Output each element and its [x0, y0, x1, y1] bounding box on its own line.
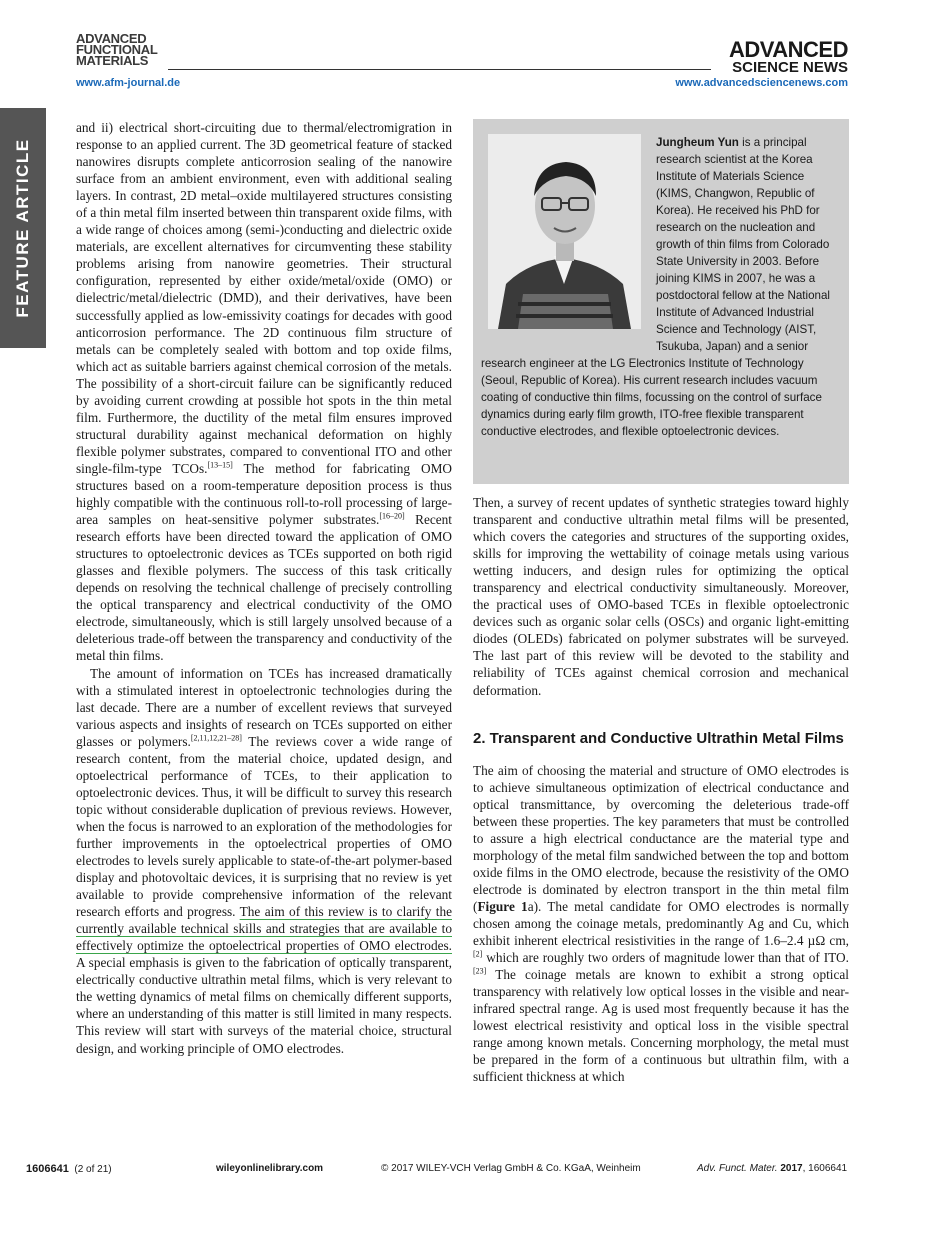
publisher-logo-line: ADVANCED	[728, 37, 848, 62]
text-run: The coinage metals are known to exhibit a strong optical transparency with relatively low optical losses in the visible and near-infrared spectral range. Ag is used most frequently because it has the lowest electrical resistivity and optical loss in the visible spectral range among known metals. Concerning morphology, the metal must be prepared in the form of a continuous but ultrathin film, with a sufficient thickness at which	[473, 967, 849, 1085]
citation-link[interactable]: [23]	[473, 966, 487, 976]
footer-site-link[interactable]: wileyonlinelibrary.com	[216, 1163, 324, 1174]
publisher-url-link[interactable]: www.advancedsciencenews.com	[675, 77, 848, 89]
text-run: and ii) electrical short-circuiting due to thermal/electromigration in response to an applied current. The 3D geometrical feature of stacked nanowires disrupts complete anticorrosion sealing of the nanowire surface from an ambient environment, even with additional sealing layers. In contrast, 2D metal–oxide multilayered structures consisting of a thin metal film inserted between thin transparent oxide films, with a wide range of choices among (semi-)conducting and dielectric oxide materials, are excellent alternatives for circumventing these stability problems arising from nanowire geometries. Their structural configuration, represented by either oxide/metal/oxide (OMO) or dielectric/metal/dielectric (DMD), and their derivatives, have been successfully applied as low-emissivity coatings for decades with good anticorrosion performance. The 2D continuous film structure of metals can be completely sealed with bottom and top oxide films, which act as suitable barriers against chemical corrosion of the metals. The possibility of a short-circuit failure can be significantly reduced by avoiding current crowding at possible hot spots in the thin metal film. Furthermore, the ductility of the metal film ensures improved structural durability against mechanical deformation on highly flexible polymer substrates, compared to conventional ITO and other single-film-type TCOs.	[76, 120, 452, 476]
paragraph: Then, a survey of recent updates of synthetic strategies toward highly transparent and conductive ultrathin metal films will be presented, which covers the categories and structures of the supporting oxides, skills for improving the wettability of coinage metals using various wetting inducers, and design rules for optimizing the optical transparency and electrical conductivity simultaneously. Moreover, the practical uses of OMO-based TCEs in flexible optoelectronic devices such as organic solar cells (OSCs) and organic light-emitting diodes (OLEDs) fabricated on polymer substrates will be surveyed. The last part of this review will be devoted to the stability and reliability of TCEs against chemical corrosion and mechanical deformation.	[473, 495, 849, 698]
citation-year: 2017	[780, 1163, 803, 1174]
publisher-logo	[728, 37, 848, 76]
text-run: The method for fabricating OMO structures based on a room-temperature deposition process is thus highly compatible with the continuous roll-to-roll processing of large-area samples on heat-sensitive polymer substrates.	[76, 460, 452, 528]
citation-id: , 1606641	[802, 1163, 848, 1174]
photo-spacer	[481, 134, 656, 345]
article-number: 1606641	[26, 1163, 69, 1175]
citation-link[interactable]: [13–15]	[207, 460, 233, 470]
publisher-logo-line: SCIENCE NEWS	[732, 59, 848, 76]
journal-logo-line: FUNCTIONAL	[76, 42, 158, 57]
section-side-tab	[0, 108, 46, 348]
paragraph	[76, 665, 452, 1057]
citation-link[interactable]: [2,11,12,21–28]	[190, 733, 242, 743]
journal-logo	[76, 33, 158, 66]
text-run: The aim of choosing the material and structure of OMO electrodes is to achieve simultaneous optimization of electrical conductance and optical transmittance, by overcoming the deleterious trade-off between these properties. The key parameters that must be controlled to assure a high electrical conductance are the material type and morphology of the metal film sandwiched between the top and bottom oxide films in the OMO electrode, because the resistivity of the OMO electrode is dominated by electron transport in the thin metal film (	[473, 762, 849, 914]
author-bio-text	[481, 134, 838, 440]
footer-copyright: © 2017 WILEY-VCH Verlag GmbH & Co. KGaA, Weinheim	[381, 1163, 641, 1174]
text-run: The amount of information on TCEs has increased dramatically with a stimulated interest in optoelectronic technologies during the last decade. There are a number of excellent reviews that surveyed various aspects and insights of research on TCEs supported on either glasses or polymers.	[76, 665, 452, 749]
author-bio-body: is a principal research scientist at the Korea Institute of Materials Science (KIMS, Changwon, Republic of Korea). He received his PhD for research on the nucleation and growth of thin films from Colorado State University in 2003. Before joining KIMS in 2007, he was a postdoctoral fellow at the National Institute of Advanced Industrial Science and Technology (AIST, Tsukuba, Japan) and a senior research engineer at the LG Electronics Institute of Technology (Seoul, Republic of Korea). His current research includes vacuum coating of conductive thin films, focussing on the control of surface dynamics during early film growth, ITO-free flexible transparent conductive electrodes, and flexible optoelectronic devices.	[481, 136, 831, 438]
journal-logo-line: ADVANCED	[76, 31, 147, 46]
text-run: The reviews cover a wide range of research content, from the material choice, updated design, and optoelectrical performance of TCEs, to their application to optoelectronic devices. Thus, it will be difficult to survey this research topic without considerable duplication of previous reviews. However, when the focus is narrowed to an exploration of the methodologies for further improvements in the optoelectrical properties of OMO electrodes to levels surely applicable to state-of-the-art polymer-based display and photovoltaic devices, it is surprising that no review is yet available to provide comprehensive information of the relevant research efforts and progress.	[76, 733, 452, 920]
side-tab-label: FEATURE ARTICLE	[13, 138, 32, 318]
paragraph	[473, 762, 849, 1086]
author-bio-box	[473, 119, 849, 484]
citation-journal: Adv. Funct. Mater.	[697, 1163, 778, 1174]
header-divider	[168, 69, 711, 70]
page-number: (2 of 21)	[74, 1164, 112, 1175]
section-heading: 2. Transparent and Conductive Ultrathin Metal Films	[473, 729, 844, 747]
journal-url-link[interactable]: www.afm-journal.de	[76, 77, 181, 89]
text-run: a). The metal candidate for OMO electrodes is normally chosen among the coinage metals, predominantly Ag and Cu, which exhibit inherent electrical resistivities in the range of 1.6–2.4 µΩ cm,	[473, 898, 849, 949]
citation-link[interactable]: [2]	[473, 949, 483, 959]
citation-link[interactable]: [16–20]	[379, 511, 405, 521]
text-run: Recent research efforts have been directed toward the application of OMO structures to optoelectronic devices as TCEs supported on both rigid glasses and flexible polymers. The success of this task critically depends on resolving the technical challenge of precisely controlling the optical transparency and electrical conductivity of the OMO electrode, simultaneously, which is still largely unsolved because of a deleterious trade-off between the transparency and conductivity of the metal thin films.	[76, 512, 453, 664]
author-name: Jungheum Yun	[656, 136, 739, 149]
left-column	[76, 119, 452, 1057]
paragraph	[76, 119, 452, 665]
footer-page-info	[26, 1163, 112, 1175]
text-run: A special emphasis is given to the fabrication of optically transparent, electrically conductive ultrathin metal films, which is very relevant to the wetting dynamics of metal films on chemically different supports, where an understanding of this matter is still limited in many respects. This review will start with surveys of the material choice, structural design, and working principle of OMO electrodes.	[76, 955, 452, 1056]
journal-logo-line: MATERIALS	[76, 53, 149, 68]
right-column	[473, 494, 849, 1085]
figure-reference-link[interactable]: Figure 1	[477, 898, 528, 914]
text-run: which are roughly two orders of magnitude lower than that of ITO.	[482, 950, 849, 966]
highlighted-sentence: The aim of this review is to clarify the currently available technical skills and strategies that are available to effectively optimize the optoelectrical properties of OMO electrodes.	[76, 904, 452, 954]
footer-citation	[697, 1163, 847, 1174]
